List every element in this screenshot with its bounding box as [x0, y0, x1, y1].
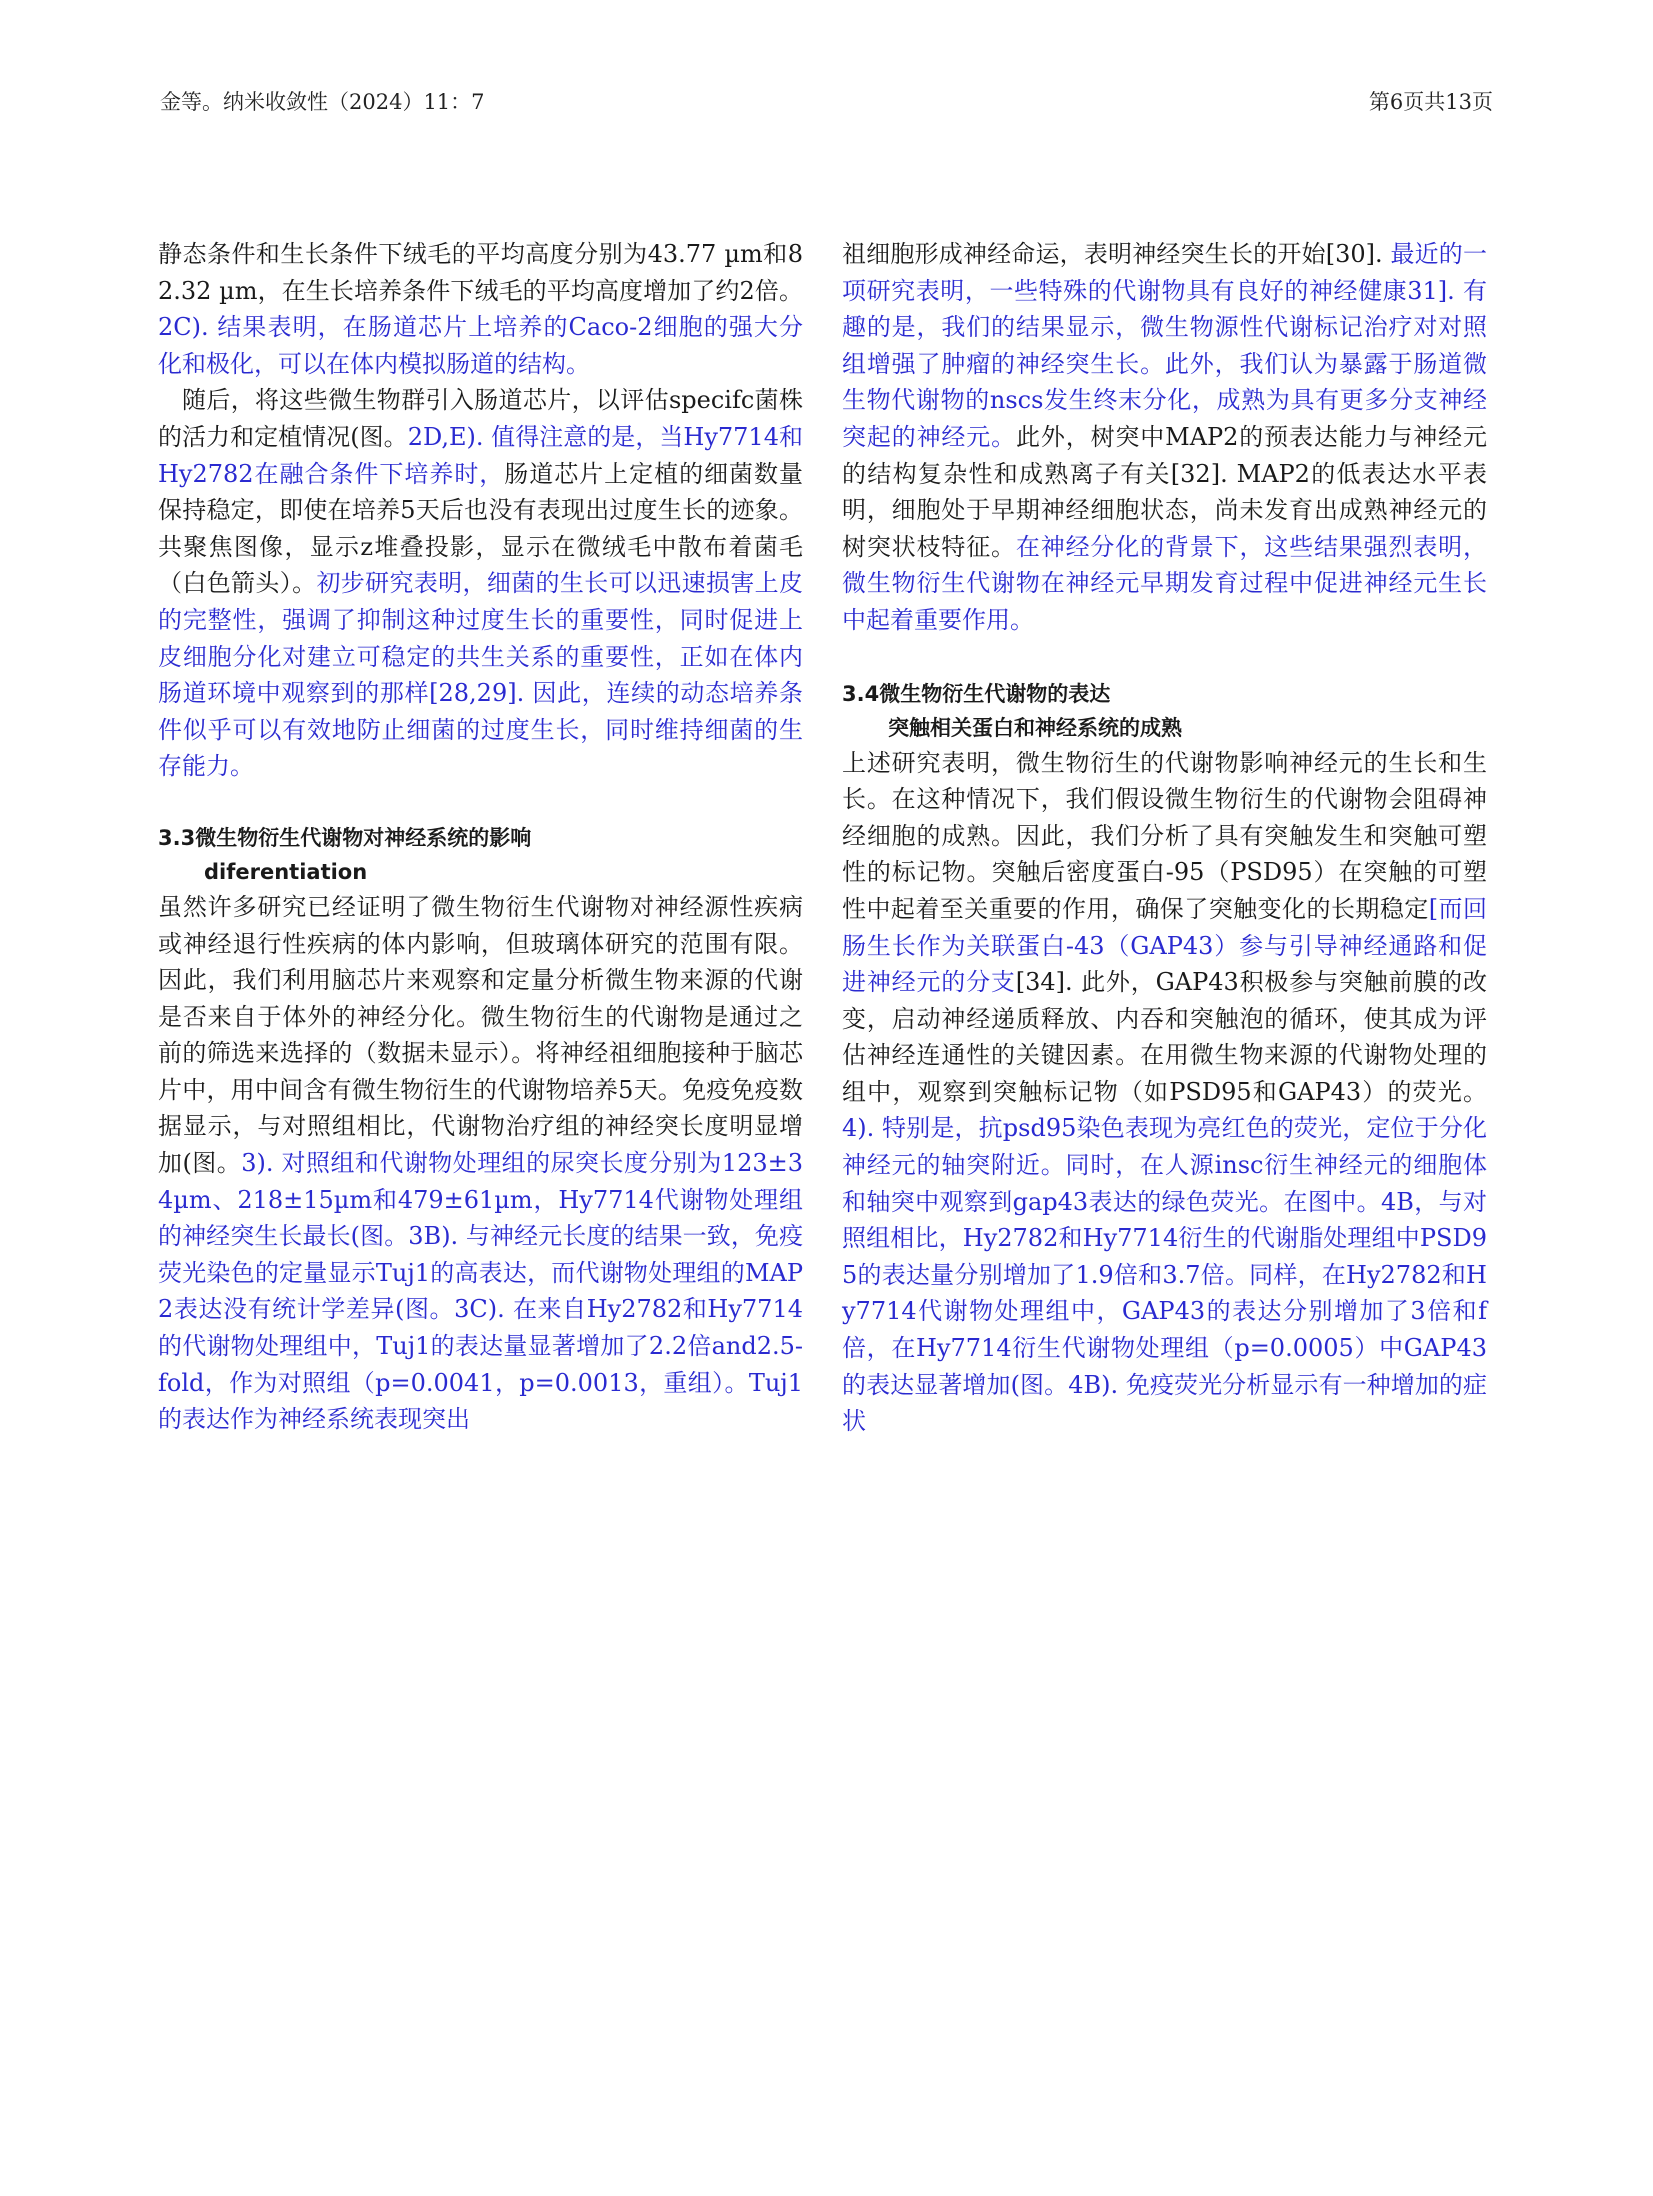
- running-header-citation: 金等。纳米收敛性（2024）11：7: [160, 90, 485, 114]
- paragraph: [158, 382, 803, 785]
- page-number: 第6页共13页: [1368, 90, 1493, 114]
- text-run: 随后，将这些微生物群引入肠道芯片，以评估specifc菌株的活力和定植情况(图。: [158, 386, 803, 451]
- section-heading: 3.4微生物衍生代谢物的表达: [842, 681, 1111, 706]
- text-run: 4B). 免疫荧光分析显示有一种增加的症状: [842, 1370, 1487, 1436]
- text-run: [而回肠生长作为关联蛋白-43（GAP43）参与引导神经通路和促进神经元的分支: [842, 894, 1487, 997]
- section-heading-continuation: diferentiation: [204, 859, 368, 884]
- text-run: 此外，树突中MAP2的预表达能力与神经元的结构复杂性和成熟离子有关[32]. MAP2的低表达水平表明，细胞处于早期神经细胞状态，尚未发育出成熟神经元的树突状枝特征。: [842, 422, 1488, 561]
- text-run: 上述研究表明，微生物衍生的代谢物影响神经元的生长和生长。在这种情况下，我们假设微生物衍生的代谢物会阻碍神经细胞的成熟。因此，我们分析了具有突触发生和突触可塑性的标记物。突触后密度蛋白-95（PSD95）在突触的可塑性中起着至关重要的作用，确保了突触变化的长期稳定: [842, 748, 1487, 923]
- paragraph: [842, 745, 1487, 1440]
- text-run: 静态条件和生长条件下绒毛的平均高度分别为43.77 µm和82.32 µm，在生长培养条件下绒毛的平均高度增加了约2倍。: [158, 240, 803, 305]
- text-run: [34]. 此外，GAP43积极参与突触前膜的改变，启动神经递质释放、内吞和突触泡的循环，使其成为评估神经连通性的关键因素。在用微生物来源的代谢物处理的组中，观察到突触标记物（如PSD95和GAP43）的荧光。: [842, 968, 1488, 1106]
- left-column: [158, 236, 803, 1438]
- text-run: 初步研究表明，细菌的生长可以迅速损害上皮的完整性，强调了抑制这种过度生长的重要性，同时促进上皮细胞分化对建立可稳定的共生关系的重要性，正如在体内肠道环境中观察到的那样[28,29]. 因此，连续的动态培养条件似乎可以有效地防止细菌的过度生长，同时维持细菌的生存能力。: [158, 569, 804, 781]
- text-run: 4). 特别是，抗psd95染色表现为亮红色的荧光，定位于分化神经元的轴突附近。同时，在人源insc衍生神经元的细胞体和轴突中观察到gap43表达的绿色荧光。在图中。4B，与对照组相比，Hy2782和Hy7714衍生的代谢脂处理组中PSD95的表达量分别增加了1.9倍和3.7倍。同样，在Hy2782和Hy7714代谢物处理组中，GAP43的表达分别增加了3倍和f倍，在Hy7714衍生代谢物处理组（p=0.0005）中GAP43的表达显著增加(图。: [842, 1114, 1487, 1399]
- text-run: 肠道芯片上定植的细菌数量保持稳定，即使在培养5天后也没有表现出过度生长的迹象。共聚焦图像，显示z堆叠投影，显示在微绒毛中散布着菌毛（白色箭头）。: [158, 459, 803, 598]
- text-run: 最近的一项研究表明，一些特殊的代谢物具有良好的神经健康31]. 有趣的是，我们的结果显示，微生物源性代谢标记治疗对对照组增强了肿瘤的神经突生长。此外，我们认为暴露于肠道微生物代谢物的nscs发生终末分化，成熟为具有更多分支神经突起的神经元。: [842, 240, 1487, 451]
- text-run: 祖细胞形成神经命运，表明神经突生长的开始[30].: [842, 240, 1391, 268]
- paragraph: [158, 236, 803, 382]
- paragraph: [842, 236, 1487, 639]
- text-run: 虽然许多研究已经证明了微生物衍生代谢物对神经源性疾病或神经退行性疾病的体内影响，但玻璃体研究的范围有限。因此，我们利用脑芯片来观察和定量分析微生物来源的代谢是否来自于体外的神经分化。微生物衍生的代谢物是通过之前的筛选来选择的（数据未显示）。将神经祖细胞接种于脑芯片中，用中间含有微生物衍生的代谢物培养5天。免疫免疫数据显示，与对照组相比，代谢物治疗组的神经突长度明显增加(图。: [158, 892, 803, 1178]
- text-run: 在神经分化的背景下，这些结果强烈表明，微生物衍生代谢物在神经元早期发育过程中促进神经元生长中起着重要作用。: [842, 532, 1488, 634]
- section-heading-continuation: 突触相关蛋白和神经系统的成熟: [888, 715, 1182, 740]
- text-run: 2C). 结果表明，在肠道芯片上培养的Caco-2细胞的强大分化和极化，可以在体内模拟肠道的结构。: [158, 313, 803, 378]
- text-run: 3). 对照组和代谢物处理组的尿突长度分别为123±34µm、218±15µm和479±61µm，Hy7714代谢物处理组的神经突生长最长(图。3B). 与神经元长度的结果一致，免疫荧光染色的定量显示Tuj1的高表达，而代谢物处理组的MAP2表达没有统计学差异(图。: [158, 1149, 803, 1324]
- right-column: [842, 236, 1487, 1440]
- paragraph: [158, 889, 803, 1438]
- text-run: 3C). 在来自Hy2782和Hy7714的代谢物处理组中，Tuj1的表达量显著增加了2.2倍and2.5-fold，作为对照组（p=0.0041，p=0.0013，重组）。Tuj1的表达作为神经系统表现突出: [158, 1295, 803, 1434]
- section-heading: 3.3微生物衍生代谢物对神经系统的影响: [158, 825, 532, 850]
- text-run: 2D,E). 值得注意的是，当Hy7714和Hy2782在融合条件下培养时，: [158, 422, 803, 488]
